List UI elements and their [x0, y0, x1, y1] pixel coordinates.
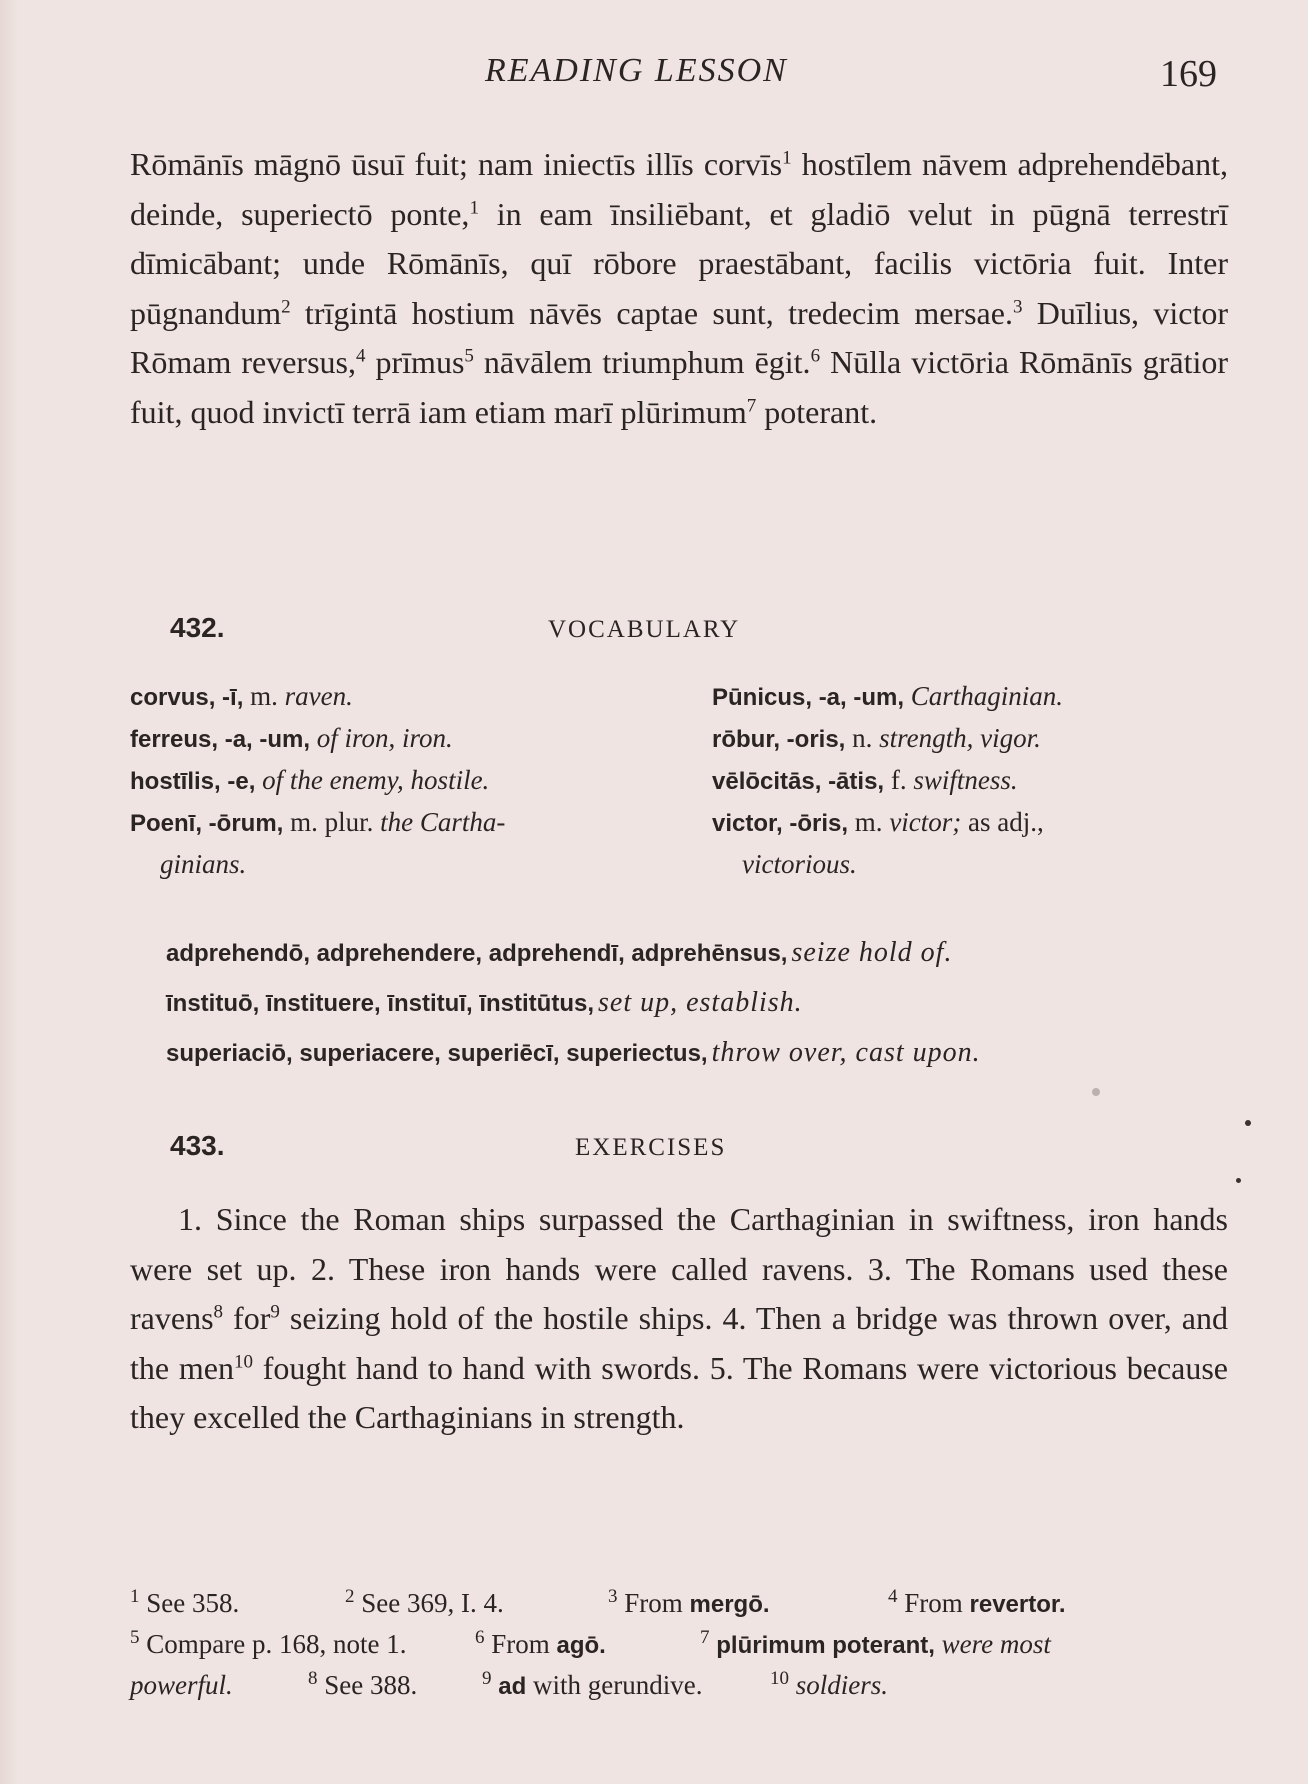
verb-entry — [166, 980, 1236, 1030]
footnote-term: ad — [498, 1673, 527, 1700]
footnote-ref: 8 — [213, 1301, 224, 1323]
section-title: VOCABULARY — [548, 616, 741, 643]
vocabulary-entry — [712, 760, 1232, 802]
footnote — [770, 1665, 888, 1706]
headword: rōbur, -oris, — [712, 726, 846, 753]
meaning: strength, vigor. — [879, 723, 1041, 753]
vocabulary-entry — [130, 676, 690, 718]
footnote-term: mergō. — [689, 1591, 770, 1618]
verb-entry — [166, 1030, 1236, 1080]
footnote-number: 2 — [345, 1586, 355, 1607]
meaning: the Cartha- — [380, 807, 506, 837]
footnote: $^4$ From revertor. — [888, 1586, 1066, 1618]
footnote-term: revertor. — [969, 1591, 1066, 1618]
meaning: victor; — [889, 807, 962, 837]
footnote-ref: 10 — [233, 1350, 253, 1372]
footnote-number: 9 — [482, 1668, 492, 1689]
footnote-number: 10 — [770, 1668, 789, 1689]
headword: ferreus, -a, -um, — [130, 726, 311, 753]
verb-list — [166, 930, 1236, 1080]
section-title: EXERCISES — [575, 1134, 727, 1161]
grammar-note: m. — [848, 807, 890, 837]
section-number: 432. — [170, 612, 225, 643]
vocabulary-entry — [712, 718, 1232, 760]
footnote: $^1$ See 358. — [130, 1586, 240, 1618]
vocabulary-continuation: ginians. — [160, 849, 247, 879]
meaning: of the enemy, hostile. — [262, 765, 490, 795]
footnote-gloss: powerful. — [130, 1670, 233, 1700]
vocabulary-entry — [712, 676, 1232, 718]
vocabulary-entry — [712, 802, 1232, 844]
exercise-text — [130, 1195, 1228, 1443]
headword: corvus, -ī, — [130, 684, 244, 711]
meaning: Carthaginian. — [910, 681, 1064, 711]
headword: hostīlis, -e, — [130, 768, 256, 795]
latin-passage — [130, 140, 1228, 437]
headword: victor, -ōris, — [712, 810, 849, 837]
grammar-note: m. plur. — [283, 807, 381, 837]
footnote-number: 3 — [608, 1586, 618, 1607]
vocabulary-column-left — [130, 676, 690, 884]
footnote-ref: 6 — [810, 345, 821, 367]
ink-speck — [1092, 1088, 1100, 1096]
footnote: $^9$ ad with gerundive. — [482, 1668, 703, 1700]
footnote: $^2$ See 369, I. 4. — [345, 1586, 504, 1618]
footnote-line — [130, 1624, 1230, 1665]
footnote: $^8$ See 388. — [308, 1668, 418, 1700]
grammar-note — [904, 681, 911, 711]
footnote-ref: 9 — [270, 1301, 280, 1323]
exercises-heading — [170, 1130, 1170, 1170]
footnote-term: plūrimum poterant, — [716, 1632, 935, 1659]
footnote-number: 1 — [130, 1586, 140, 1607]
meaning: set up, establish. — [598, 987, 803, 1018]
footnote-ref: 2 — [281, 295, 291, 317]
headword: Pūnicus, -a, -um, — [712, 684, 905, 711]
meaning: of iron, iron. — [316, 723, 453, 753]
vocabulary-entry — [130, 760, 690, 802]
vocabulary-continuation: victorious. — [742, 849, 857, 879]
ink-speck — [1236, 1178, 1241, 1183]
running-head — [0, 52, 1308, 102]
meaning: seize hold of. — [791, 937, 953, 968]
grammar-note: m. — [243, 681, 285, 711]
meaning: swiftness. — [913, 765, 1018, 795]
grammar-note — [310, 723, 317, 753]
ink-speck — [1245, 1120, 1251, 1126]
grammar-note: n. — [845, 723, 880, 753]
footnote-gloss: soldiers. — [795, 1670, 889, 1700]
page-number: 169 — [1160, 53, 1217, 95]
footnote-number: 5 — [130, 1627, 140, 1648]
footnote-ref: 3 — [1012, 295, 1023, 317]
footnotes — [130, 1583, 1230, 1706]
vocabulary-entry — [130, 718, 690, 760]
footnote-gloss: were most — [941, 1629, 1051, 1659]
footnote-number: 6 — [475, 1627, 485, 1648]
verb-principal-parts: adprehendō, adprehendere, adprehendī, adprehēnsus, — [166, 940, 788, 967]
footnote-number: 4 — [888, 1586, 898, 1607]
vocabulary-column-right — [712, 676, 1232, 884]
verb-principal-parts: superiaciō, superiacere, superiēcī, superiectus, — [166, 1040, 708, 1067]
vocabulary-entry — [130, 802, 690, 844]
footnote-ref: 5 — [464, 345, 474, 367]
footnote: $^3$ From mergō. — [608, 1586, 770, 1618]
verb-principal-parts: īnstituō, īnstituere, īnstituī, īnstitūtus, — [166, 990, 594, 1017]
footnote-ref: 1 — [469, 196, 479, 218]
footnote-line — [130, 1665, 1230, 1706]
running-title: READING LESSON — [485, 52, 788, 89]
meaning: raven. — [284, 681, 353, 711]
latin-paragraph: Rōmānīs māgnō ūsuī fuit; nam iniectīs illīs corvīs$^1$ hostīlem nāvem adprehendēbant, deinde, superiectō ponte,$^1$ in eam īnsiliēbant, et gladiō velut in pūgnā terrestrī dīmicābant; unde Rōmānīs, quī rōbore praestābant, facilis victōria fuit. Inter pūgnandum$^2$ trīgintā hostium nāvēs captae sunt, tredecim mersae.$^3$ Duīlius, victor Rōmam reversus,$^4$ prīmus$^5$ nāvālem triumphum ēgit.$^6$ Nūlla victōria Rōmānīs grātior fuit, quod invictī terrā iam etiam marī plūrimum$^7$ poterant. — [130, 146, 1229, 430]
section-number: 433. — [170, 1130, 225, 1161]
footnote-ref: 7 — [746, 394, 757, 416]
page-edge-shadow — [0, 0, 18, 1784]
verb-entry — [166, 930, 1236, 980]
vocabulary-heading — [170, 612, 1170, 652]
footnote-term: agō. — [556, 1632, 606, 1659]
grammar-note: f. — [884, 765, 914, 795]
footnote-number: 8 — [308, 1668, 318, 1689]
exercise-paragraph: 1. Since the Roman ships surpassed the Carthaginian in swiftness, iron hands were set up. 2. These iron hands were called ravens. 3. The Romans used these ravens$^8$ for$^9$ seizing hold of the hostile ships. 4. Then a bridge was thrown over, and the men$^{10}$ fought hand to hand with swords. 5. The Romans were victorious because they excelled the Carthaginians in strength. — [130, 1201, 1229, 1435]
footnote-number: 7 — [700, 1627, 710, 1648]
meaning: throw over, cast upon. — [711, 1037, 981, 1068]
footnote: $^5$ Compare p. 168, note 1. — [130, 1627, 407, 1659]
footnote-ref: 1 — [782, 147, 792, 169]
footnote — [700, 1624, 1051, 1666]
footnote: $^6$ From agō. — [475, 1627, 606, 1659]
headword: Poenī, -ōrum, — [130, 810, 284, 837]
footnote-ref: 4 — [355, 345, 366, 367]
footnote — [130, 1665, 233, 1706]
headword: vēlōcitās, -ātis, — [712, 768, 885, 795]
grammar-note: as adj., — [961, 807, 1044, 837]
footnote-line — [130, 1583, 1230, 1624]
